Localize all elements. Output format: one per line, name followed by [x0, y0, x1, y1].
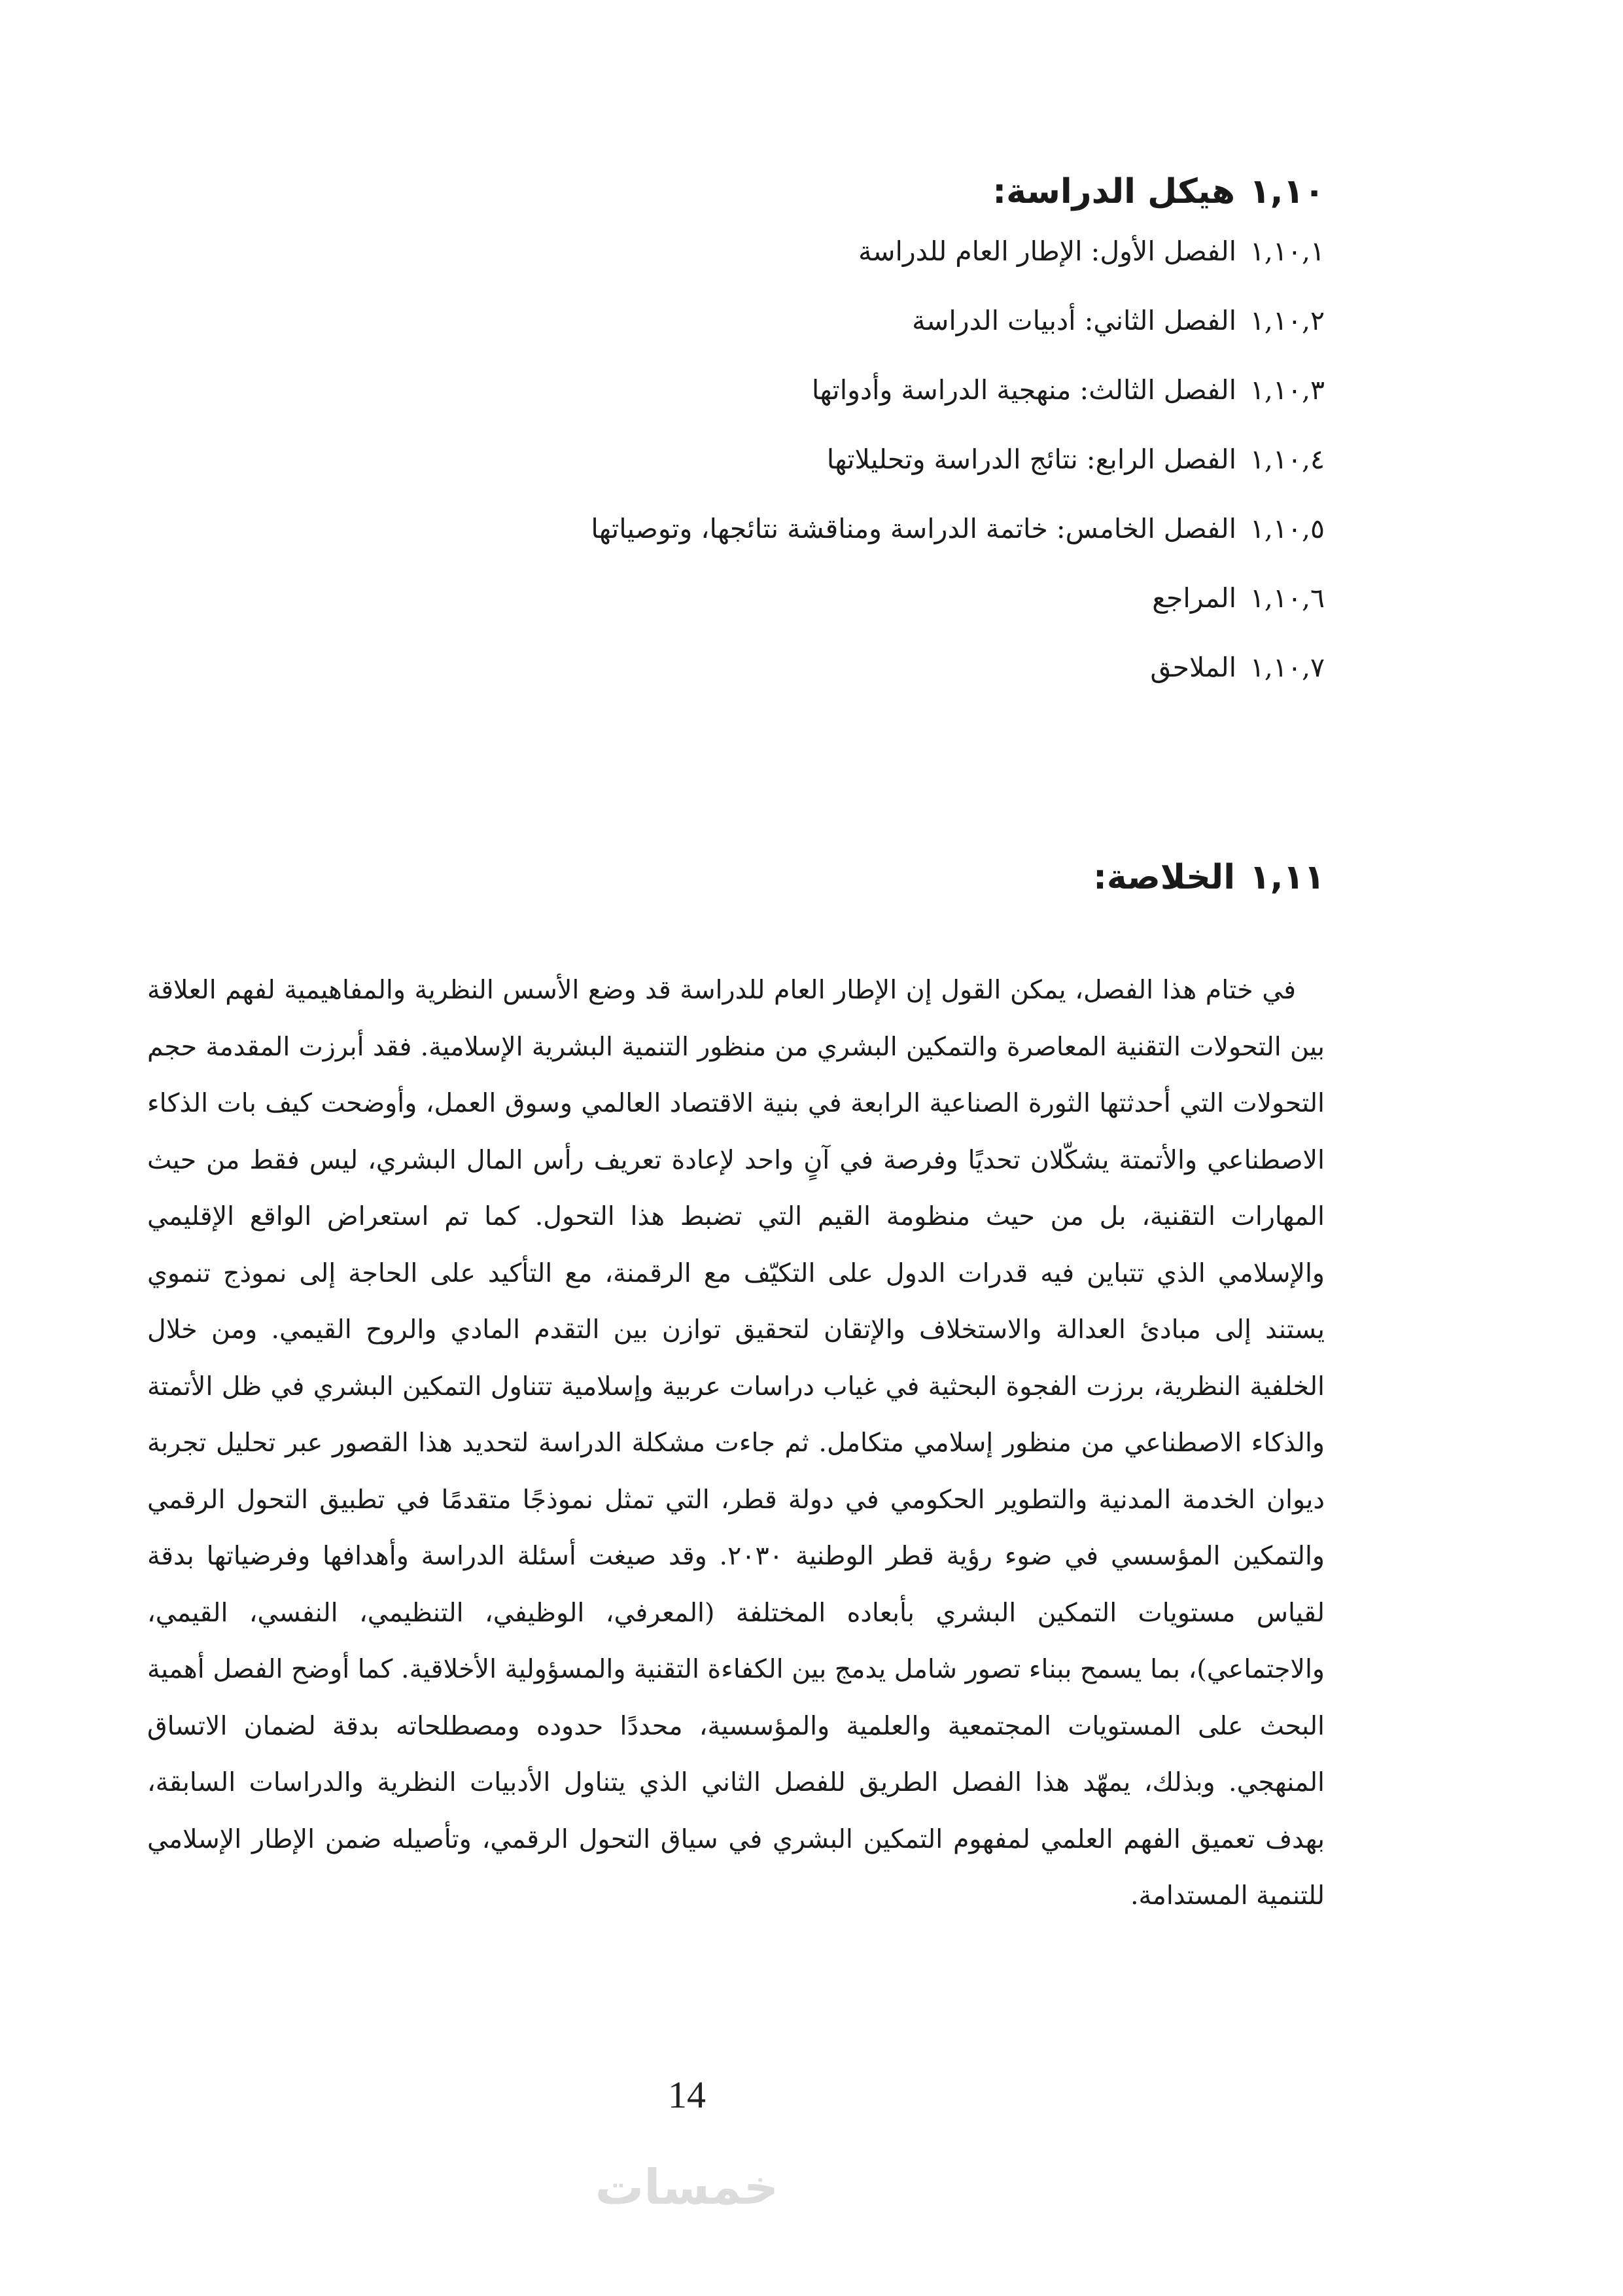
chapter-number: ١,١٠,٦	[1249, 582, 1325, 614]
chapter-list	[213, 236, 1325, 721]
chapter-title: الفصل الرابع: نتائج الدراسة وتحليلاتها	[826, 444, 1236, 475]
list-item	[213, 652, 1325, 721]
chapter-title: المراجع	[1152, 582, 1236, 614]
chapter-title: الفصل الثاني: أدبيات الدراسة	[912, 305, 1236, 336]
chapter-number: ١,١٠,٢	[1249, 305, 1325, 336]
list-item	[213, 374, 1325, 444]
page-number: 14	[668, 2074, 706, 2116]
summary-paragraph: في ختام هذا الفصل، يمكن القول إن الإطار العام للدراسة قد وضع الأسس النظرية والمفاهيمية لفهم العلاقة بين التحولات التقنية المعاصرة والتمكين البشري من منظور التنمية البشرية الإسلامية. فقد أبرزت المقدمة حجم التحولات التي أحدثتها الثورة الصناعية الرابعة في بنية الاقتصاد العالمي وسوق العمل، وأوضحت كيف بات الذكاء الاصطناعي والأتمتة يشكّلان تحديًا وفرصة في آنٍ واحد لإعادة تعريف رأس المال البشري، ليس فقط من حيث المهارات التقنية، بل من حيث منظومة القيم التي تضبط هذا التحول. كما تم استعراض الواقع الإقليمي والإسلامي الذي تتباين فيه قدرات الدول على التكيّف مع الرقمنة، مع التأكيد على الحاجة إلى نموذج تنموي يستند إلى مبادئ العدالة والاستخلاف والإتقان لتحقيق توازن بين التقدم المادي والروح القيمي. ومن خلال الخلفية النظرية، برزت الفجوة البحثية في غياب دراسات عربية وإسلامية تتناول التمكين البشري في ظل الأتمتة والذكاء الاصطناعي من منظور إسلامي متكامل. ثم جاءت مشكلة الدراسة لتحديد هذا القصور عبر تحليل تجربة ديوان الخدمة المدنية والتطوير الحكومي في دولة قطر، التي تمثل نموذجًا متقدمًا في تطبيق التحول الرقمي والتمكين المؤسسي في ضوء رؤية قطر الوطنية ٢٠٣٠. وقد صيغت أسئلة الدراسة وأهدافها وفرضياتها بدقة لقياس مستويات التمكين البشري بأبعاده المختلفة (المعرفي، الوظيفي، التنظيمي، النفسي، القيمي، والاجتماعي)، بما يسمح ببناء تصور شامل يدمج بين الكفاءة التقنية والمسؤولية الأخلاقية. كما أوضح الفصل أهمية البحث على المستويات المجتمعية والعلمية والمؤسسية، محددًا حدوده ومصطلحاته بدقة لضمان الاتساق المنهجي. وبذلك، يمهّد هذا الفصل الطريق للفصل الثاني الذي يتناول الأدبيات النظرية والدراسات السابقة، بهدف تعميق الفهم العلمي لمفهوم التمكين البشري في سياق التحول الرقمي، وتأصيله ضمن الإطار الإسلامي للتنمية المستدامة.	[147, 975, 1325, 1911]
section-number: ١,١٠	[1249, 172, 1325, 211]
section-heading-summary	[1093, 857, 1325, 898]
chapter-title: الفصل الأول: الإطار العام للدراسة	[858, 236, 1236, 267]
chapter-number: ١,١٠,٧	[1249, 652, 1325, 683]
section-number: ١,١١	[1249, 858, 1325, 897]
watermark-logo: خمسات	[595, 2159, 779, 2216]
section-heading-structure	[992, 171, 1325, 212]
list-item	[213, 444, 1325, 513]
chapter-number: ١,١٠,١	[1249, 236, 1325, 267]
section-title: الخلاصة:	[1093, 858, 1236, 897]
chapter-number: ١,١٠,٤	[1249, 444, 1325, 475]
list-item	[213, 305, 1325, 374]
chapter-title: الفصل الثالث: منهجية الدراسة وأدواتها	[811, 374, 1236, 406]
chapter-number: ١,١٠,٥	[1249, 513, 1325, 544]
section-title: هيكل الدراسة:	[992, 172, 1236, 211]
chapter-title: الملاحق	[1150, 652, 1236, 683]
chapter-title: الفصل الخامس: خاتمة الدراسة ومناقشة نتائجها، وتوصياتها	[591, 513, 1236, 544]
list-item	[213, 513, 1325, 582]
list-item	[213, 236, 1325, 305]
list-item	[213, 582, 1325, 652]
chapter-number: ١,١٠,٣	[1249, 374, 1325, 406]
